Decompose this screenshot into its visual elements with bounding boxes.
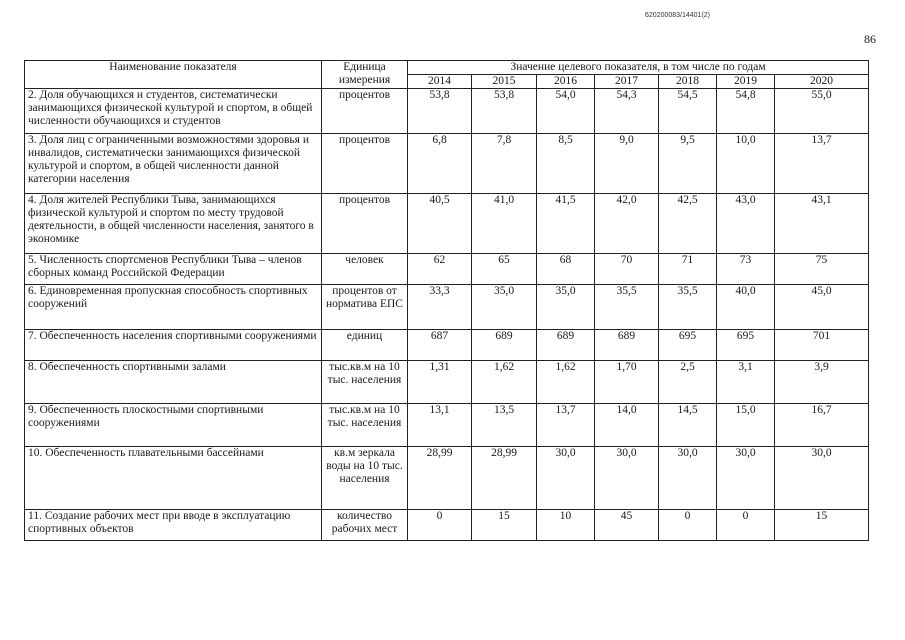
indicator-unit: процентов от норматива ЕПС xyxy=(322,285,408,330)
indicator-name: 6. Единовременная пропускная способность спортивных сооружений xyxy=(25,285,322,330)
indicator-value: 695 xyxy=(717,330,775,361)
indicator-value: 35,5 xyxy=(595,285,659,330)
indicator-value: 45 xyxy=(595,510,659,541)
indicator-unit: количество рабочих мест xyxy=(322,510,408,541)
indicator-value: 9,0 xyxy=(595,134,659,194)
header-year: 2017 xyxy=(595,75,659,89)
table-row xyxy=(25,134,869,194)
indicator-value: 689 xyxy=(595,330,659,361)
table-row xyxy=(25,510,869,541)
indicator-value: 15 xyxy=(775,510,869,541)
indicator-value: 13,7 xyxy=(775,134,869,194)
indicator-unit: процентов xyxy=(322,194,408,254)
document-id: 620200083/14401(2) xyxy=(645,12,711,19)
indicator-value: 15,0 xyxy=(717,404,775,447)
page-number: 86 xyxy=(864,32,876,46)
indicator-value: 10 xyxy=(537,510,595,541)
indicator-unit: единиц xyxy=(322,330,408,361)
table-row xyxy=(25,194,869,254)
header-year: 2019 xyxy=(717,75,775,89)
indicator-value: 40,0 xyxy=(717,285,775,330)
indicators-table xyxy=(24,60,869,541)
indicator-value: 14,5 xyxy=(659,404,717,447)
indicator-value: 43,0 xyxy=(717,194,775,254)
indicator-value: 35,0 xyxy=(537,285,595,330)
indicator-value: 68 xyxy=(537,254,595,285)
indicator-value: 45,0 xyxy=(775,285,869,330)
header-year: 2020 xyxy=(775,75,869,89)
indicator-value: 10,0 xyxy=(717,134,775,194)
indicator-value: 0 xyxy=(717,510,775,541)
indicator-value: 1,62 xyxy=(537,361,595,404)
indicator-unit: тыс.кв.м на 10 тыс. населения xyxy=(322,404,408,447)
table-row xyxy=(25,285,869,330)
header-row-top xyxy=(25,61,869,75)
indicator-name: 5. Численность спортсменов Республики Тыва – членов сборных команд Российской Федерации xyxy=(25,254,322,285)
indicator-value: 2,5 xyxy=(659,361,717,404)
indicator-value: 7,8 xyxy=(472,134,537,194)
header-unit: Единица измерения xyxy=(322,61,408,89)
indicator-value: 0 xyxy=(659,510,717,541)
indicator-unit: процентов xyxy=(322,134,408,194)
indicator-value: 695 xyxy=(659,330,717,361)
indicator-value: 42,0 xyxy=(595,194,659,254)
indicator-value: 3,9 xyxy=(775,361,869,404)
indicator-value: 55,0 xyxy=(775,89,869,134)
indicator-value: 40,5 xyxy=(408,194,472,254)
indicator-value: 9,5 xyxy=(659,134,717,194)
indicator-name: 10. Обеспеченность плавательными бассейнами xyxy=(25,447,322,510)
indicator-value: 13,1 xyxy=(408,404,472,447)
indicator-value: 54,0 xyxy=(537,89,595,134)
indicator-value: 30,0 xyxy=(775,447,869,510)
indicator-value: 16,7 xyxy=(775,404,869,447)
indicator-value: 71 xyxy=(659,254,717,285)
indicator-name: 4. Доля жителей Республики Тыва, занимающихся физической культурой и спортом по месту трудовой деятельности, в общей численности населения, занятого в экономике xyxy=(25,194,322,254)
indicator-value: 30,0 xyxy=(595,447,659,510)
indicator-unit: процентов xyxy=(322,89,408,134)
indicator-name: 8. Обеспеченность спортивными залами xyxy=(25,361,322,404)
indicator-value: 41,0 xyxy=(472,194,537,254)
indicator-value: 54,5 xyxy=(659,89,717,134)
indicator-name: 9. Обеспеченность плоскостными спортивными сооружениями xyxy=(25,404,322,447)
indicator-name: 2. Доля обучающихся и студентов, систематически занимающихся физической культурой и спортом, в общей численности обучающихся и студентов xyxy=(25,89,322,134)
indicator-value: 33,3 xyxy=(408,285,472,330)
indicator-value: 687 xyxy=(408,330,472,361)
indicator-value: 689 xyxy=(472,330,537,361)
indicator-value: 30,0 xyxy=(717,447,775,510)
indicator-value: 1,62 xyxy=(472,361,537,404)
header-year: 2018 xyxy=(659,75,717,89)
indicator-unit: человек xyxy=(322,254,408,285)
indicator-value: 689 xyxy=(537,330,595,361)
indicator-value: 42,5 xyxy=(659,194,717,254)
table-body xyxy=(25,89,869,541)
indicator-value: 6,8 xyxy=(408,134,472,194)
table-row xyxy=(25,447,869,510)
indicator-value: 53,8 xyxy=(472,89,537,134)
indicator-value: 1,31 xyxy=(408,361,472,404)
indicator-name: 7. Обеспеченность населения спортивными сооружениями xyxy=(25,330,322,361)
indicator-value: 53,8 xyxy=(408,89,472,134)
indicator-value: 3,1 xyxy=(717,361,775,404)
indicator-value: 1,70 xyxy=(595,361,659,404)
indicator-value: 28,99 xyxy=(472,447,537,510)
header-year: 2014 xyxy=(408,75,472,89)
indicator-value: 35,5 xyxy=(659,285,717,330)
table-row xyxy=(25,254,869,285)
indicator-value: 13,7 xyxy=(537,404,595,447)
table-row xyxy=(25,330,869,361)
indicator-value: 65 xyxy=(472,254,537,285)
indicator-value: 54,3 xyxy=(595,89,659,134)
indicator-unit: тыс.кв.м на 10 тыс. населения xyxy=(322,361,408,404)
indicator-value: 73 xyxy=(717,254,775,285)
indicator-value: 15 xyxy=(472,510,537,541)
indicator-value: 701 xyxy=(775,330,869,361)
indicator-name: 11. Создание рабочих мест при вводе в эксплуатацию спортивных объектов xyxy=(25,510,322,541)
indicator-value: 30,0 xyxy=(537,447,595,510)
indicator-value: 14,0 xyxy=(595,404,659,447)
indicator-unit: кв.м зеркала воды на 10 тыс. населения xyxy=(322,447,408,510)
indicator-value: 30,0 xyxy=(659,447,717,510)
header-year: 2015 xyxy=(472,75,537,89)
indicator-name: 3. Доля лиц с ограниченными возможностями здоровья и инвалидов, систематически занимающихся физической культурой и спортом, в общей численности данной категории населения xyxy=(25,134,322,194)
indicator-value: 13,5 xyxy=(472,404,537,447)
header-year-group: Значение целевого показателя, в том числе по годам xyxy=(408,61,869,75)
table-row xyxy=(25,404,869,447)
header-name: Наименование показателя xyxy=(25,61,322,89)
indicator-value: 0 xyxy=(408,510,472,541)
indicator-value: 70 xyxy=(595,254,659,285)
indicator-value: 54,8 xyxy=(717,89,775,134)
indicator-value: 43,1 xyxy=(775,194,869,254)
indicator-value: 28,99 xyxy=(408,447,472,510)
table-row xyxy=(25,89,869,134)
indicator-value: 8,5 xyxy=(537,134,595,194)
header-year: 2016 xyxy=(537,75,595,89)
indicator-value: 75 xyxy=(775,254,869,285)
indicator-value: 62 xyxy=(408,254,472,285)
indicator-value: 41,5 xyxy=(537,194,595,254)
table-row xyxy=(25,361,869,404)
indicator-value: 35,0 xyxy=(472,285,537,330)
